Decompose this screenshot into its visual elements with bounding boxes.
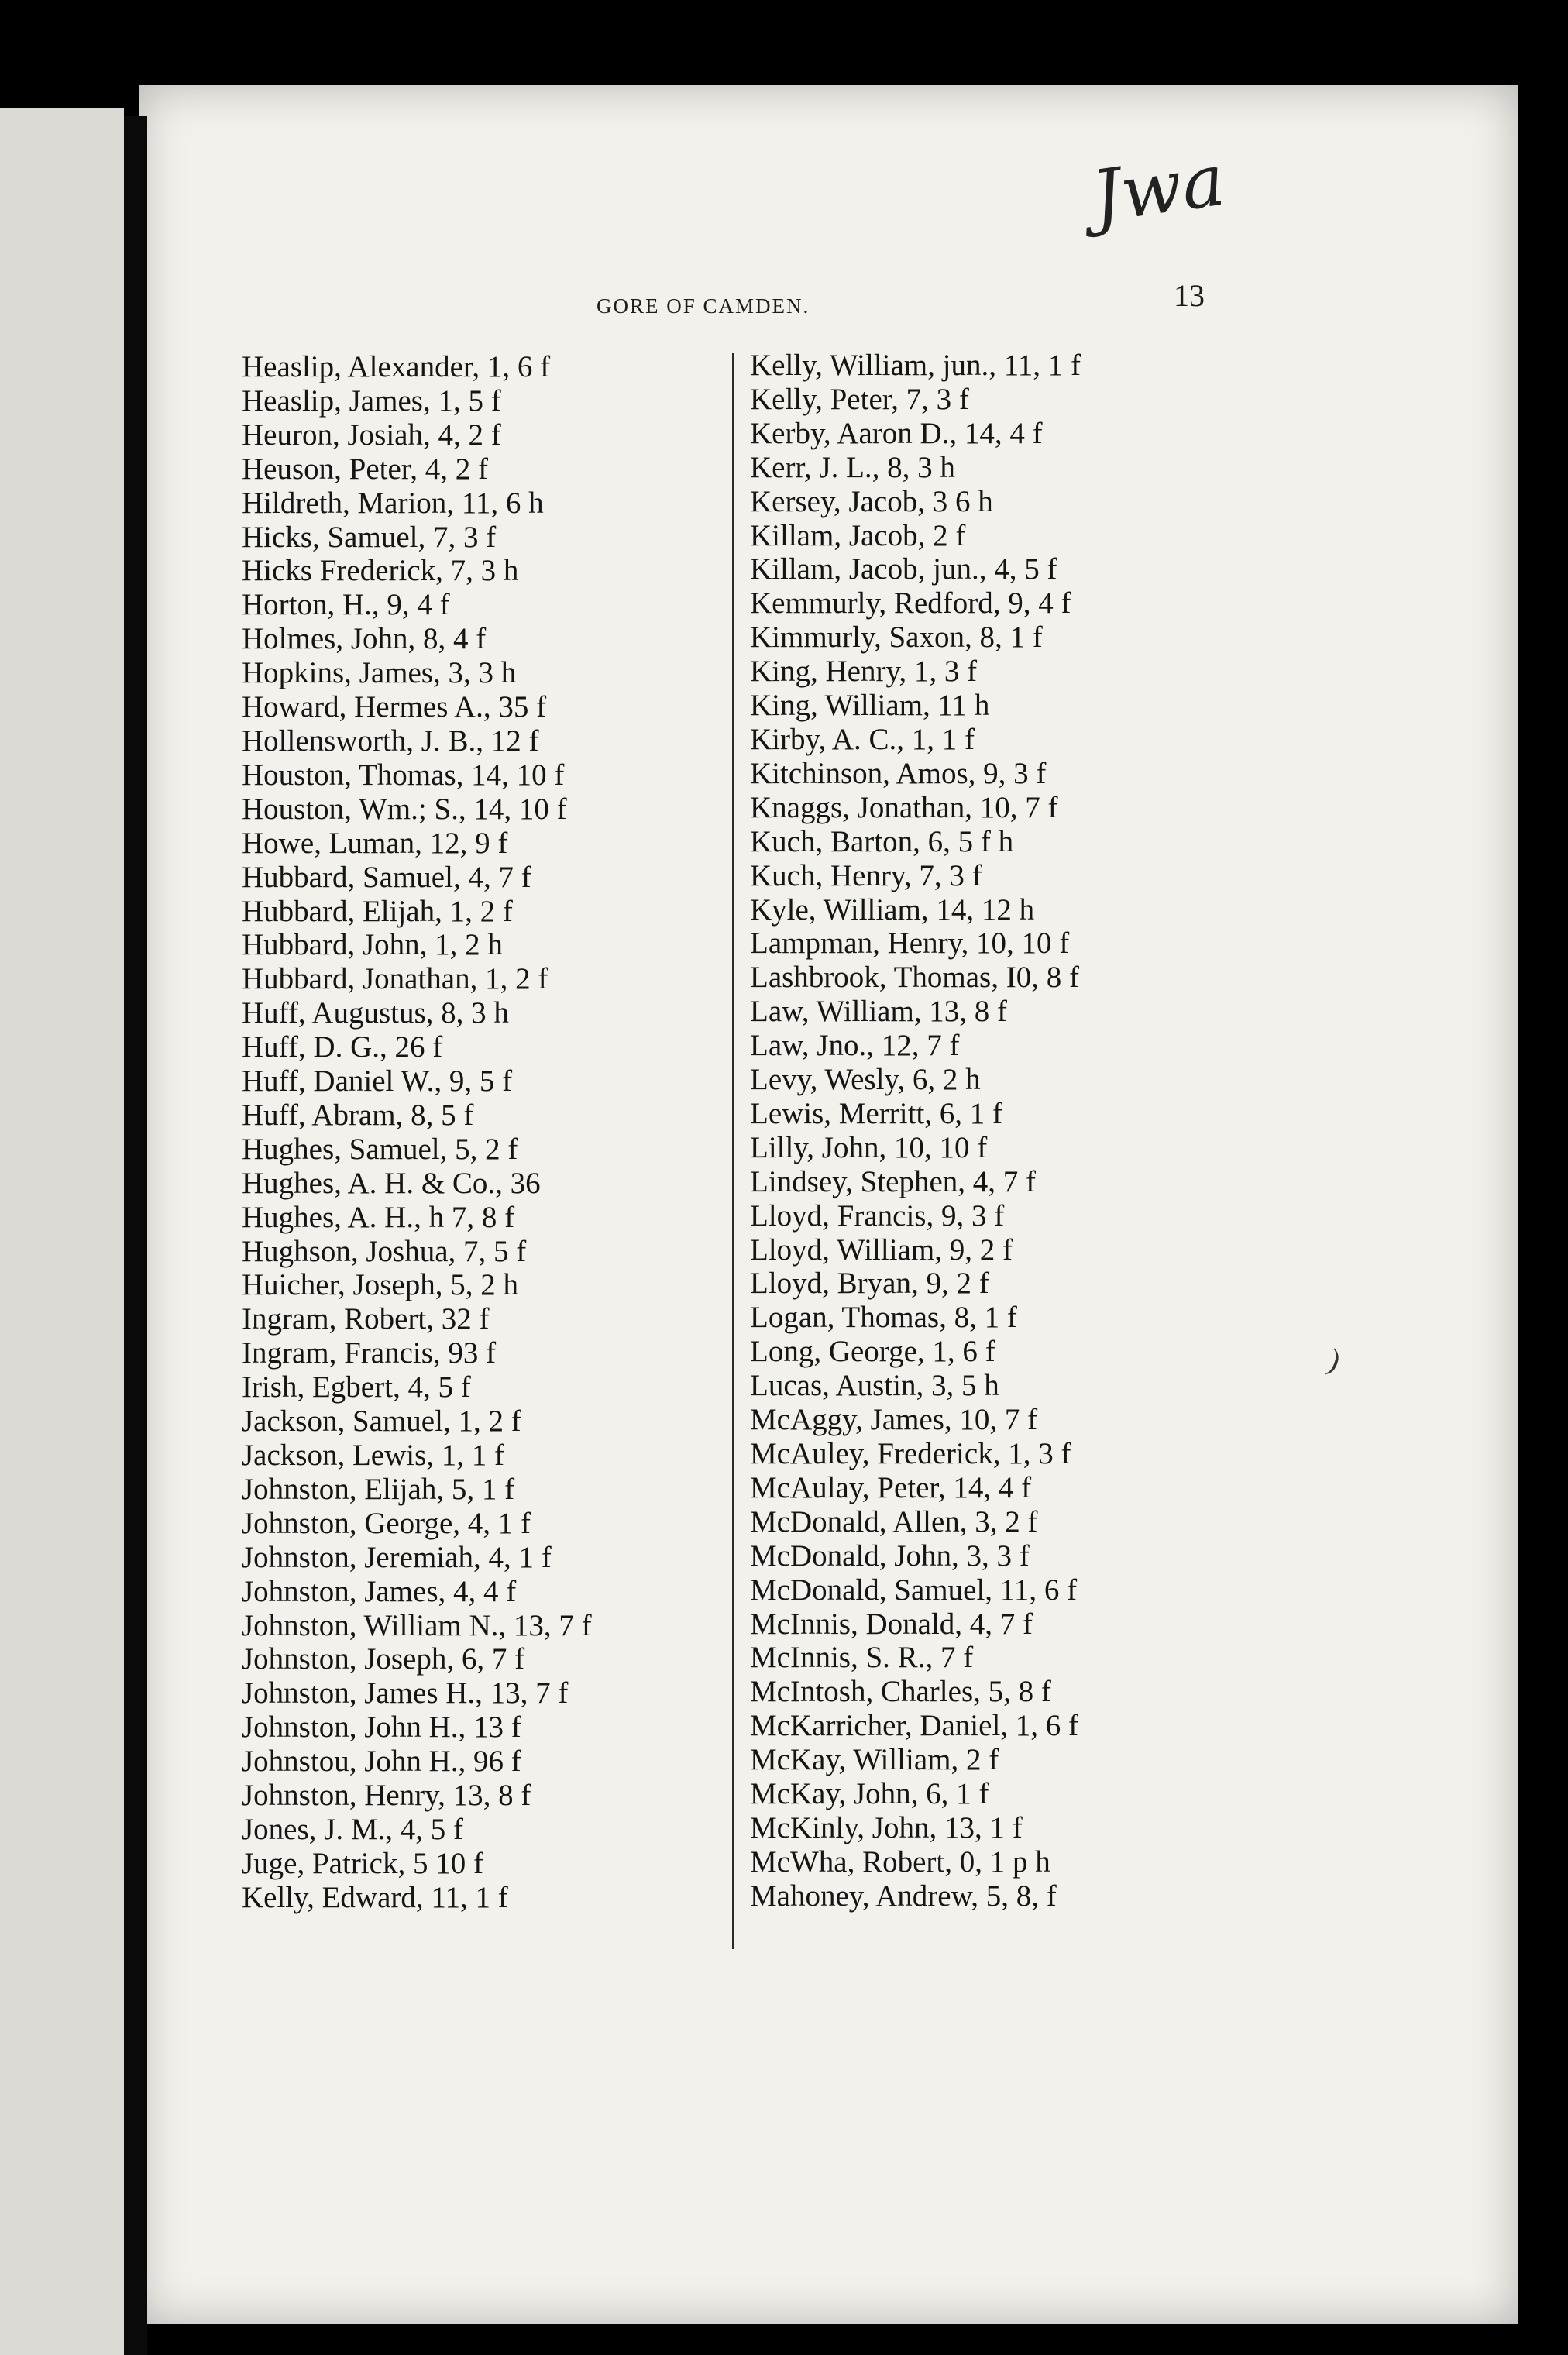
facing-page-edge (0, 108, 124, 2355)
directory-entry: McAulay, Peter, 14, 4 f (750, 1470, 1032, 1504)
directory-entry: McAggy, James, 10, 7 f (750, 1403, 1038, 1437)
book-spine (124, 116, 147, 2355)
directory-entry: Hughson, Joshua, 7, 5 f (242, 1234, 527, 1268)
page-title: GORE OF CAMDEN. (597, 294, 810, 318)
directory-entry: Lloyd, William, 9, 2 f (750, 1233, 1013, 1267)
directory-entry: Knaggs, Jonathan, 10, 7 f (750, 790, 1058, 824)
directory-entry: Jackson, Lewis, 1, 1 f (242, 1439, 505, 1472)
directory-entry: King, William, 11 h (750, 689, 990, 723)
directory-entry: McDonald, John, 3, 3 f (750, 1538, 1030, 1573)
directory-entry: Huff, Abram, 8, 5 f (242, 1098, 474, 1132)
directory-entry: Johnston, Elijah, 5, 1 f (242, 1472, 515, 1506)
directory-entry: Howe, Luman, 12, 9 f (242, 826, 508, 860)
directory-entry: Kemmurly, Redford, 9, 4 f (750, 586, 1071, 621)
directory-entry: Kuch, Henry, 7, 3 f (750, 858, 982, 892)
directory-entry: Logan, Thomas, 8, 1 f (750, 1301, 1017, 1335)
directory-entry: Hubbard, John, 1, 2 h (242, 928, 503, 962)
directory-entry: Hildreth, Marion, 11, 6 h (242, 486, 544, 520)
directory-entry: McAuley, Frederick, 1, 3 f (750, 1437, 1071, 1470)
directory-entry: Killam, Jacob, 2 f (750, 518, 966, 552)
directory-entry: Law, Jno., 12, 7 f (750, 1029, 960, 1063)
directory-entry: Johnston, Jeremiah, 4, 1 f (242, 1540, 552, 1574)
directory-entry: Huff, Augustus, 8, 3 h (242, 996, 509, 1030)
directory-entry: Houston, Thomas, 14, 10 f (242, 758, 565, 792)
directory-entry: Juge, Patrick, 5 10 f (242, 1846, 483, 1880)
directory-entry: Huicher, Joseph, 5, 2 h (242, 1268, 518, 1302)
directory-entry: Kelly, Peter, 7, 3 f (750, 382, 969, 416)
directory-entry: Holmes, John, 8, 4 f (242, 622, 487, 656)
directory-entry: Kitchinson, Amos, 9, 3 f (750, 756, 1047, 790)
directory-entry: Levy, Wesly, 6, 2 h (750, 1063, 981, 1097)
directory-entry: Howard, Hermes A., 35 f (242, 690, 547, 724)
directory-column-left (242, 350, 707, 1915)
directory-entry: Kersey, Jacob, 3 6 h (750, 484, 993, 518)
page-number: 13 (1174, 278, 1205, 313)
directory-entry: McInnis, S. R., 7 f (750, 1641, 974, 1675)
directory-entry: Lampman, Henry, 10, 10 f (750, 927, 1070, 961)
directory-entry: McKay, William, 2 f (750, 1743, 999, 1777)
directory-entry: Hicks, Samuel, 7, 3 f (242, 520, 497, 554)
directory-entry: Kerr, J. L., 8, 3 h (750, 450, 955, 484)
directory-entry: Johnston, George, 4, 1 f (242, 1506, 531, 1540)
directory-entry: Kelly, William, jun., 11, 1 f (750, 349, 1081, 382)
directory-entry: Jones, J. M., 4, 5 f (242, 1812, 464, 1846)
directory-entry: Heuson, Peter, 4, 2 f (242, 452, 488, 486)
directory-entry: Kimmurly, Saxon, 8, 1 f (750, 621, 1043, 655)
directory-entry: McWha, Robert, 0, 1 p h (750, 1844, 1050, 1879)
directory-entry: Kirby, A. C., 1, 1 f (750, 722, 975, 756)
directory-entry: Kyle, William, 14, 12 h (750, 892, 1035, 927)
directory-entry: Johnston, Joseph, 6, 7 f (242, 1642, 525, 1676)
directory-entry: Heaslip, James, 1, 5 f (242, 383, 501, 418)
handwritten-annotation: Jwa (1087, 138, 1230, 239)
margin-pencil-mark: ) (1323, 1342, 1346, 1378)
directory-entry: Kerby, Aaron D., 14, 4 f (750, 416, 1043, 450)
directory-entry: King, Henry, 1, 3 f (750, 655, 978, 689)
directory-entry: Law, William, 13, 8 f (750, 995, 1008, 1029)
directory-entry: Hicks Frederick, 7, 3 h (242, 554, 519, 588)
directory-entry: Ingram, Francis, 93 f (242, 1336, 497, 1370)
directory-entry: Mahoney, Andrew, 5, 8, f (750, 1879, 1057, 1913)
directory-entry: McKarricher, Daniel, 1, 6 f (750, 1709, 1079, 1743)
directory-entry: Johnston, William N., 13, 7 f (242, 1608, 592, 1642)
directory-entry: Lucas, Austin, 3, 5 h (750, 1369, 999, 1403)
directory-entry: Jackson, Samuel, 1, 2 f (242, 1404, 521, 1439)
directory-entry: Lloyd, Francis, 9, 3 f (750, 1198, 1005, 1233)
directory-entry: Johnston, Henry, 13, 8 f (242, 1779, 531, 1813)
directory-entry: Hughes, A. H. & Co., 36 (242, 1166, 541, 1200)
directory-entry: Lindsey, Stephen, 4, 7 f (750, 1164, 1036, 1198)
directory-entry: Huff, D. G., 26 f (242, 1030, 443, 1064)
directory-entry: Ingram, Robert, 32 f (242, 1302, 490, 1336)
directory-entry: McInnis, Donald, 4, 7 f (750, 1607, 1033, 1641)
directory-entry: Long, George, 1, 6 f (750, 1335, 995, 1369)
directory-entry: Lashbrook, Thomas, I0, 8 f (750, 961, 1079, 995)
directory-entry: Houston, Wm.; S., 14, 10 f (242, 792, 567, 826)
directory-entry: Lilly, John, 10, 10 f (750, 1130, 988, 1164)
directory-entry: Hopkins, James, 3, 3 h (242, 656, 517, 690)
directory-entry: Johnston, James H., 13, 7 f (242, 1676, 569, 1710)
directory-entry: Hubbard, Elijah, 1, 2 f (242, 894, 513, 928)
directory-entry: Johnstou, John H., 96 f (242, 1745, 521, 1779)
directory-entry: McKay, John, 6, 1 f (750, 1777, 989, 1811)
directory-entry: Johnston, John H., 13 f (242, 1710, 521, 1745)
directory-entry: Hollensworth, J. B., 12 f (242, 724, 539, 758)
directory-entry: McKinly, John, 13, 1 f (750, 1810, 1023, 1844)
directory-entry: McDonald, Samuel, 11, 6 f (750, 1573, 1078, 1607)
directory-entry: Lewis, Merritt, 6, 1 f (750, 1096, 1003, 1130)
directory-entry: Irish, Egbert, 4, 5 f (242, 1370, 471, 1404)
directory-entry: Johnston, James, 4, 4 f (242, 1574, 517, 1608)
directory-entry: Horton, H., 9, 4 f (242, 588, 450, 622)
directory-entry: Huff, Daniel W., 9, 5 f (242, 1064, 513, 1098)
directory-entry: Kuch, Barton, 6, 5 f h (750, 824, 1014, 858)
directory-entry: Hubbard, Samuel, 4, 7 f (242, 860, 531, 894)
column-divider (732, 353, 734, 1949)
directory-entry: McIntosh, Charles, 5, 8 f (750, 1675, 1051, 1709)
directory-entry: Hughes, Samuel, 5, 2 f (242, 1132, 518, 1166)
directory-entry: Hughes, A. H., h 7, 8 f (242, 1200, 515, 1234)
directory-entry: Heaslip, Alexander, 1, 6 f (242, 350, 551, 383)
directory-entry: Lloyd, Bryan, 9, 2 f (750, 1267, 989, 1301)
directory-entry: Hubbard, Jonathan, 1, 2 f (242, 962, 548, 996)
directory-entry: Killam, Jacob, jun., 4, 5 f (750, 552, 1057, 586)
directory-column-right (750, 349, 1230, 1913)
directory-entry: Heuron, Josiah, 4, 2 f (242, 418, 501, 452)
directory-entry: McDonald, Allen, 3, 2 f (750, 1504, 1038, 1538)
directory-entry: Kelly, Edward, 11, 1 f (242, 1880, 508, 1914)
